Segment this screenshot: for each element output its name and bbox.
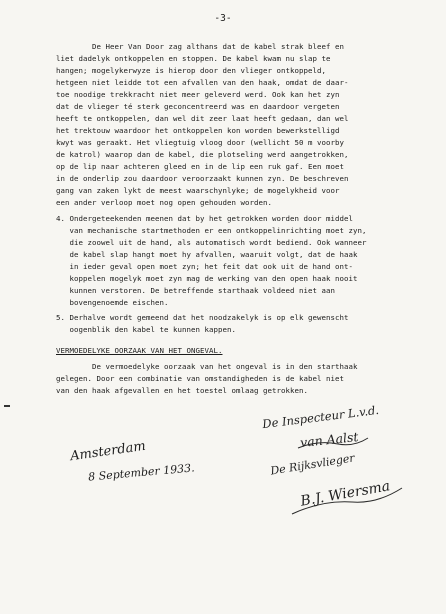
body-line: die zoowel uit de hand, als automatisch wordt bediend. Ook wanneer xyxy=(56,238,367,247)
body-line: een ander verloop moet nog open gehouden worden. xyxy=(56,198,272,207)
body-line: liet dadelyk ontkoppelen en stoppen. De kabel kwam nu slap te xyxy=(56,54,331,63)
body-line: het trektouw waardoor het ontkoppelen kon worden bewerkstelligd xyxy=(56,126,340,135)
body-line: de kabel slap hangt moet hy afvallen, waaruit volgt, dat de haak xyxy=(56,250,358,259)
page-number: -3- xyxy=(214,13,232,24)
conclusion-line: De vermoedelyke oorzaak van het ongeval is in den starthaak xyxy=(56,362,358,371)
body-line: toe noodige trekkracht niet meer geleverd werd. Ook kan het zyn xyxy=(56,90,340,99)
handwritten-role-pilot: De Rijksvlieger xyxy=(269,451,356,478)
body-line: hangen; mogelykerwyze is hierop door den vlieger ontkoppeld, xyxy=(56,66,326,75)
numbered-point-5: 5. Derhalve wordt gemeend dat het noodzakelyk is op elk gewenscht xyxy=(56,313,349,322)
body-line: koppelen mogelyk moet zyn mag de werking van den open haak nooit xyxy=(56,274,358,283)
body-line: bovengenoemde eischen. xyxy=(56,298,169,307)
body-line: de katrol) waarop dan de kabel, die plotseling werd aangetrokken, xyxy=(56,150,349,159)
body-line: in ieder geval open moet zyn; het feit dat ook uit de hand ont- xyxy=(56,262,353,271)
body-line: gang van zaken lykt de meest waarschynlyke; de mogelykheid voor xyxy=(56,186,340,195)
body-line: op de lip naar achteren gleed en in de lip een ruk gaf. Een moet xyxy=(56,162,344,171)
numbered-point-4: 4. Ondergeteekenden meenen dat by het getrokken worden door middel xyxy=(56,214,353,223)
signature-underline-2 xyxy=(292,488,402,514)
handwritten-signature-pilot: B.J. Wiersma xyxy=(299,478,392,510)
conclusion-line: van den haak afgevallen en het toestel omlaag getrokken. xyxy=(56,386,308,395)
handwritten-signature-inspector: van Aalst xyxy=(299,428,360,451)
body-line: kwyt was geraakt. Het vliegtuig vloog door (wellicht 50 m voorby xyxy=(56,138,344,147)
body-line: De Heer Van Door zag althans dat de kabel strak bleef en xyxy=(56,42,344,51)
handwritten-role-inspector: De Inspecteur L.v.d. xyxy=(261,402,380,432)
body-line: kunnen verstoren. De betreffende starthaak voldeed niet aan xyxy=(56,286,335,295)
section-heading: VERMOEDELYKE OORZAAK VAN HET ONGEVAL. xyxy=(56,346,223,355)
handwritten-date: 8 September 1933. xyxy=(87,461,196,484)
signature-underline-1 xyxy=(298,438,368,448)
body-line: hetgeen niet leidde tot een afvallen van den haak, omdat de daar- xyxy=(56,78,349,87)
body-line: oogenblik den kabel te kunnen kappen. xyxy=(56,325,236,334)
body-line: in de onderlip zou daardoor veroorzaakt kunnen zyn. De beschreven xyxy=(56,174,349,183)
conclusion-line: gelegen. Door een combinatie van omstandigheden is de kabel niet xyxy=(56,374,344,383)
body-line: heeft te ontkoppelen, dan wel dit zeer laat heeft gedaan, dan wel xyxy=(56,114,349,123)
handwritten-place: Amsterdam xyxy=(69,438,147,465)
body-line: dat de vlieger té sterk geconcentreerd was en daardoor vergeten xyxy=(56,102,340,111)
body-line: van mechanische startmethoden er een ontkoppelinrichting moet zyn, xyxy=(56,226,367,235)
